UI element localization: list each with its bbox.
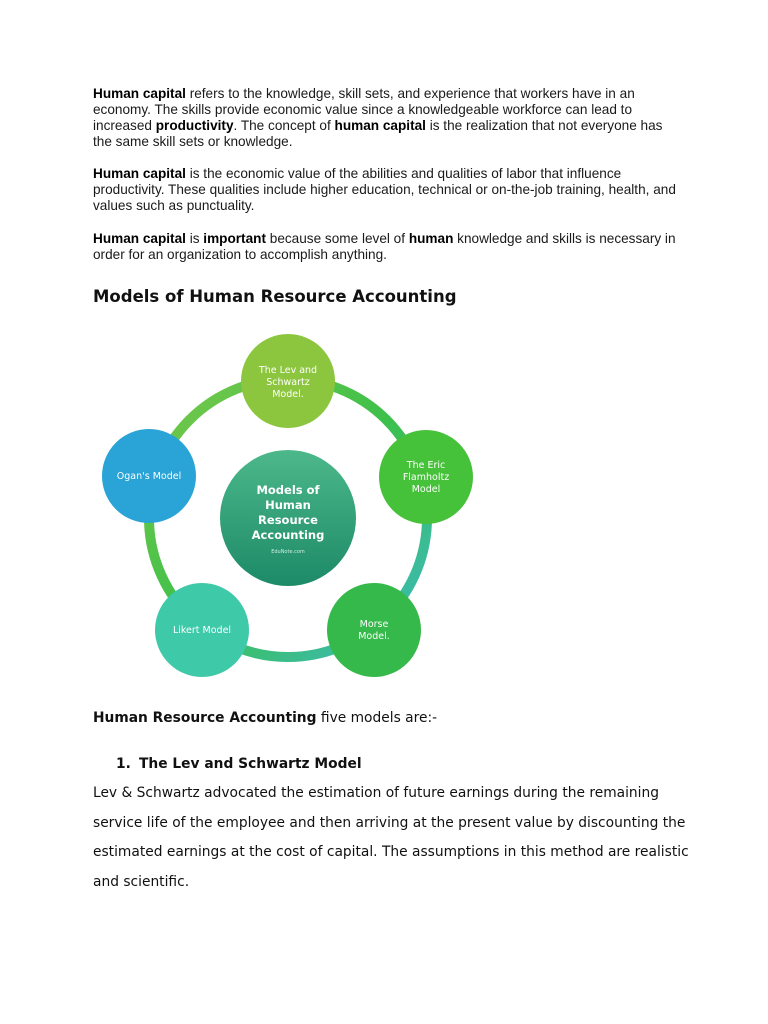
- node-flamholtz-line-2: Flamholtz: [402, 472, 450, 483]
- list-item-lev-schwartz: [116, 756, 362, 772]
- list-number: 1.: [116, 756, 131, 772]
- node-likert-line-1: Likert Model: [172, 625, 232, 636]
- center-label-line-2: Human: [265, 498, 311, 512]
- paragraph-importance: Human capital is important because some level of human knowledge and skills is necessary in order for an organization to accomplish anything.: [93, 231, 676, 262]
- node-lev-schwartz-line-3: Model.: [272, 389, 304, 400]
- center-watermark: EduNote.com: [271, 549, 305, 555]
- node-flamholtz-line-3: Model: [411, 484, 441, 495]
- paragraph-human-capital-definition: Human capital refers to the knowledge, skill sets, and experience that workers have in an economy. The skills provide economic value since a knowledgeable workforce can lead to increased productivity. The concept of human capital is the realization that not everyone has the same skill sets or knowledge.: [93, 86, 663, 149]
- node-flamholtz-line-1: The Eric: [406, 460, 446, 471]
- node-morse: [327, 583, 421, 677]
- node-morse-line-1: Morse: [359, 619, 389, 630]
- node-lev-schwartz-line-1: The Lev and: [258, 365, 318, 376]
- list-item-label: The Lev and Schwartz Model: [139, 756, 362, 772]
- models-intro: Human Resource Accounting five models are:-: [93, 710, 438, 726]
- node-lev-schwartz-line-2: Schwartz: [266, 377, 310, 388]
- node-ogan-line-1: Ogan's Model: [116, 471, 182, 482]
- node-morse-line-2: Model.: [358, 631, 390, 642]
- paragraph-economic-value: Human capital is the economic value of the abilities and qualities of labor that influence productivity. These qualities include higher education, technical or on-the-job training, health, and values such as punctuality.: [93, 166, 676, 213]
- center-label-line-3: Resource: [258, 513, 318, 527]
- hra-models-diagram: [90, 330, 490, 680]
- center-label-line-1: Models of: [256, 483, 320, 497]
- lev-schwartz-description: Lev & Schwartz advocated the estimation of future earnings during the remaining service life of the employee and then arriving at the present value by discounting the estimated earnings at the cost of capital. The assumptions in this method are realistic and scientific.: [93, 785, 689, 890]
- center-label-line-4: Accounting: [251, 528, 325, 542]
- section-heading: Models of Human Resource Accounting: [93, 287, 457, 306]
